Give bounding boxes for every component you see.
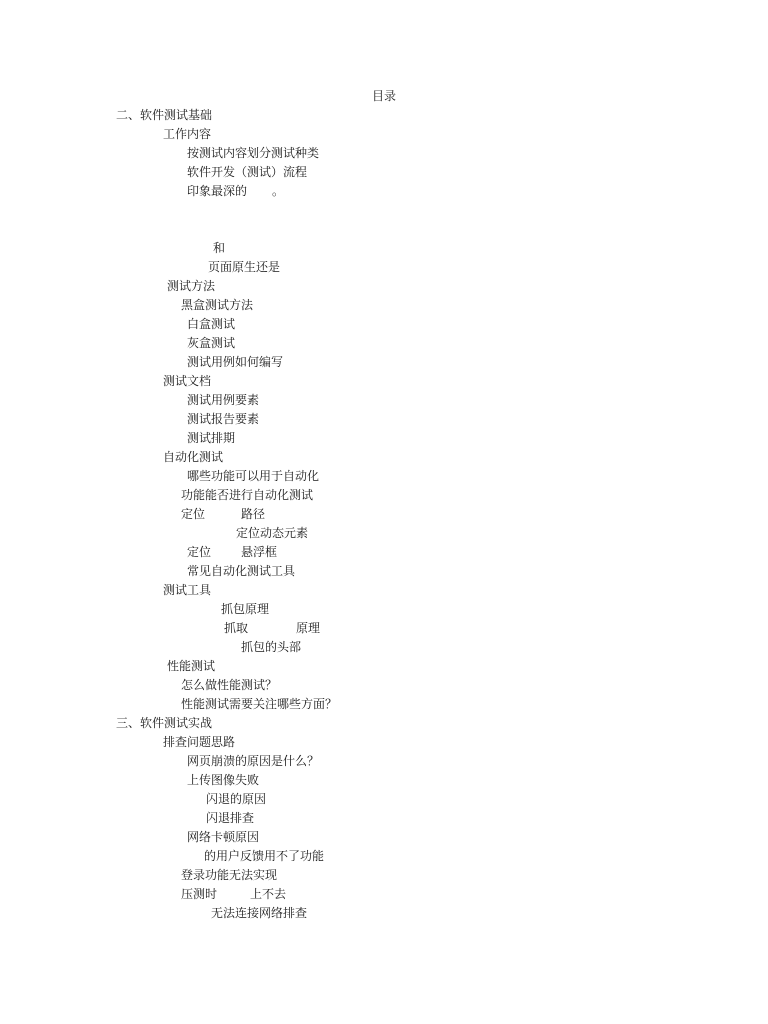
toc-entry: 无法连接网络排查 [211,906,308,920]
toc-entry: 软件开发（测试）流程 [187,165,308,179]
toc-entry: 性能测试 [167,659,216,673]
toc-entry: 测试工具 [163,583,212,597]
toc-entry: 测试文档 [163,374,212,388]
toc-entry: 排查问题思路 [163,735,236,749]
toc-entry-fragment: 原理 [296,621,321,635]
toc-entry: 的用户反馈用不了功能 [204,849,325,863]
toc-entry: 印象最深的 [187,184,248,198]
section-label: 软件测试实战 [140,716,213,730]
toc-entry: 抓包的头部 [241,640,302,654]
toc-entry: 常见自动化测试工具 [187,564,296,578]
toc-entry-fragment: 定位 [187,545,212,559]
toc-entry: 测试方法 [167,279,216,293]
toc-entry: 怎么做性能测试？ [181,678,278,692]
toc-entry: 白盒测试 [187,317,236,331]
toc-entry-fragment: 定位 [181,507,206,521]
toc-entry: 测试报告要素 [187,412,260,426]
toc-entry: 自动化测试 [163,450,224,464]
toc-entry: 登录功能无法实现 [181,868,278,882]
section-label: 软件测试基础 [140,108,213,122]
toc-entry: 按测试内容划分测试种类 [187,146,320,160]
toc-entry: 网页崩溃的原因是什么？ [187,754,320,768]
toc-entry: 闪退的原因 [206,792,267,806]
toc-entry-fragment: 上不去 [250,887,287,901]
toc-entry: 黑盒测试方法 [181,298,254,312]
section-number: 三、 [116,716,141,730]
toc-entry: 闪退排查 [206,811,255,825]
toc-section-heading [116,107,212,123]
toc-entry-fragment: 抓取 [224,621,249,635]
toc-entry: 测试用例要素 [187,393,260,407]
toc-entry: 工作内容 [163,127,212,141]
toc-entry: 抓包原理 [221,602,270,616]
toc-entry-fragment: 路径 [241,507,266,521]
toc-entry: 哪些功能可以用于自动化 [187,469,320,483]
toc-entry: 测试用例如何编写 [187,355,284,369]
toc-entry: 性能测试需要关注哪些方面？ [181,697,338,711]
toc-entry: 测试排期 [187,431,236,445]
section-number: 二、 [116,108,141,122]
toc-entry: 页面原生还是 [208,260,281,274]
toc-entry-fragment: 悬浮框 [241,545,278,559]
toc-title: 目录 [372,89,397,103]
toc-entry-fragment: 压测时 [181,887,218,901]
toc-entry: 网络卡顿原因 [187,830,260,844]
toc-entry: 上传图像失败 [187,773,260,787]
toc-entry: 灰盒测试 [187,336,236,350]
toc-entry: 定位动态元素 [236,526,309,540]
toc-entry: 功能能否进行自动化测试 [181,488,314,502]
toc-entry-fragment: 和 [213,241,226,255]
toc-section-heading [116,715,212,731]
toc-entry-fragment: 。 [272,184,285,198]
